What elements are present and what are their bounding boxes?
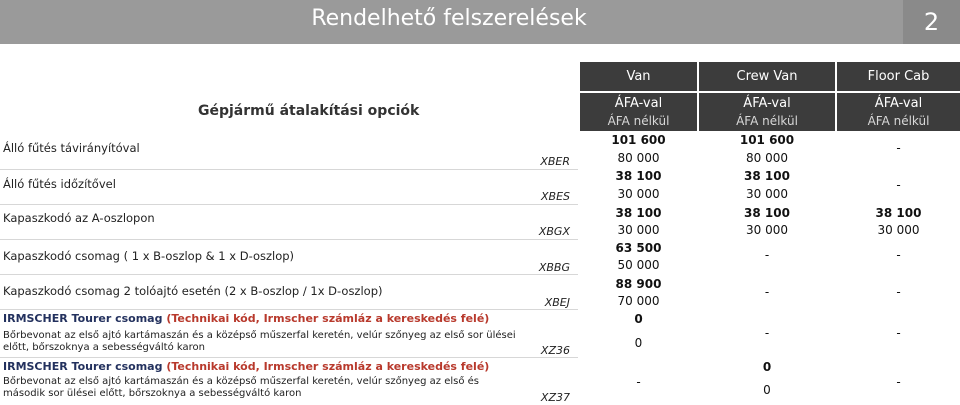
row-divider <box>0 309 578 310</box>
row-label: Álló fűtés időzítővel <box>3 177 116 191</box>
row-label: Kapaszkodó csomag 2 tolóajtó esetén (2 x B-oszlop / 1x D-oszlop) <box>3 284 383 298</box>
irmscher-label-note: (Technikai kód, Irmscher számláz a kereskedés felé) <box>166 312 490 325</box>
crew-price: - <box>764 248 770 262</box>
irmscher-label-note: (Technikai kód, Irmscher számláz a kereskedés felé) <box>166 360 490 373</box>
col-header-crew-van: Crew Van <box>699 62 835 91</box>
floor-price: - <box>896 178 901 192</box>
price-header-van <box>580 93 697 131</box>
col-header-van: Van <box>580 62 697 91</box>
row-divider <box>0 274 578 275</box>
row-description: Bőrbevonat az első ajtó kartámaszán és a középső műszerfal keretén, velúr szőnyeg az első és második sor ülései előtt, bőrszoknya a sebességváltó karon <box>3 376 479 399</box>
van-price-without-vat: 30 000 <box>617 223 660 237</box>
page-title: Rendelhető felszerelések <box>311 6 587 31</box>
row-code: XBEJ <box>544 296 570 309</box>
without-vat-label: ÁFA nélkül <box>607 114 670 128</box>
crew-price-without-vat: 30 000 <box>746 187 788 201</box>
floor-price: - <box>896 326 901 340</box>
row-code: XZ37 <box>540 391 570 404</box>
crew-price-without-vat: 0 <box>763 383 771 397</box>
with-vat-label: ÁFA-val <box>743 96 791 111</box>
crew-price-with-vat: 0 <box>762 360 772 374</box>
floor-price: - <box>896 285 901 299</box>
price-header-crew <box>699 93 835 131</box>
crew-price-with-vat: 38 100 <box>744 169 790 183</box>
col-header-floor-cab: Floor Cab <box>837 62 960 91</box>
row-label: Álló fűtés távirányítóval <box>3 141 140 155</box>
crew-price-without-vat: 80 000 <box>746 151 788 165</box>
without-vat-label: ÁFA nélkül <box>736 114 798 128</box>
with-vat-label: ÁFA-val <box>874 96 923 111</box>
van-price-without-vat: 80 000 <box>617 151 660 165</box>
page-number: 2 <box>903 0 960 44</box>
van-price-without-vat: 70 000 <box>617 294 660 308</box>
crew-price: - <box>764 326 770 340</box>
row-divider <box>0 239 578 240</box>
with-vat-label: ÁFA-val <box>614 96 663 111</box>
row-description: Bőrbevonat az első ajtó kartámaszán és a középső műszerfal keretén, velúr szőnyeg az első sor ülései előtt, bőrszoknya a sebességváltó karon <box>3 330 516 353</box>
price-header-floor <box>837 93 960 131</box>
van-price-with-vat: 0 <box>634 312 643 326</box>
row-code: XBBG <box>538 261 570 274</box>
van-price-with-vat: 63 500 <box>615 241 662 255</box>
van-price-with-vat: 38 100 <box>615 169 662 183</box>
irmscher-label <box>3 360 489 373</box>
title-bar <box>0 0 960 44</box>
row-divider <box>0 204 578 205</box>
floor-price: - <box>896 375 901 389</box>
row-label: Kapaszkodó csomag ( 1 x B-oszlop & 1 x D-oszlop) <box>3 249 295 263</box>
section-title: Gépjármű átalakítási opciók <box>198 103 420 119</box>
floor-price-without-vat: 30 000 <box>877 223 920 237</box>
row-code: XZ36 <box>540 344 570 357</box>
crew-price-without-vat: 30 000 <box>746 223 788 237</box>
without-vat-label: ÁFA nélkül <box>867 114 930 128</box>
irmscher-label-prefix: IRMSCHER Tourer csomag <box>3 360 167 373</box>
row-divider <box>0 357 578 358</box>
row-label: Kapaszkodó az A-oszlopon <box>3 211 155 225</box>
van-price: - <box>636 375 641 389</box>
row-code: XBGX <box>538 225 570 238</box>
van-price-without-vat: 50 000 <box>617 258 660 272</box>
row-code: XBER <box>540 155 570 168</box>
floor-price: - <box>896 141 901 155</box>
van-price-without-vat: 30 000 <box>617 187 660 201</box>
crew-price-with-vat: 101 600 <box>739 133 795 147</box>
floor-price-with-vat: 38 100 <box>875 206 922 220</box>
van-price-with-vat: 88 900 <box>615 277 662 291</box>
row-code: XBES <box>540 190 570 203</box>
van-price-without-vat: 0 <box>634 336 643 350</box>
irmscher-label-prefix: IRMSCHER Tourer csomag <box>3 312 167 325</box>
crew-price: - <box>764 285 770 299</box>
irmscher-label <box>3 312 489 325</box>
floor-price: - <box>896 248 901 262</box>
crew-price-with-vat: 38 100 <box>744 206 790 220</box>
van-price-with-vat: 38 100 <box>615 206 662 220</box>
van-price-with-vat: 101 600 <box>611 133 666 147</box>
row-divider <box>0 169 578 170</box>
